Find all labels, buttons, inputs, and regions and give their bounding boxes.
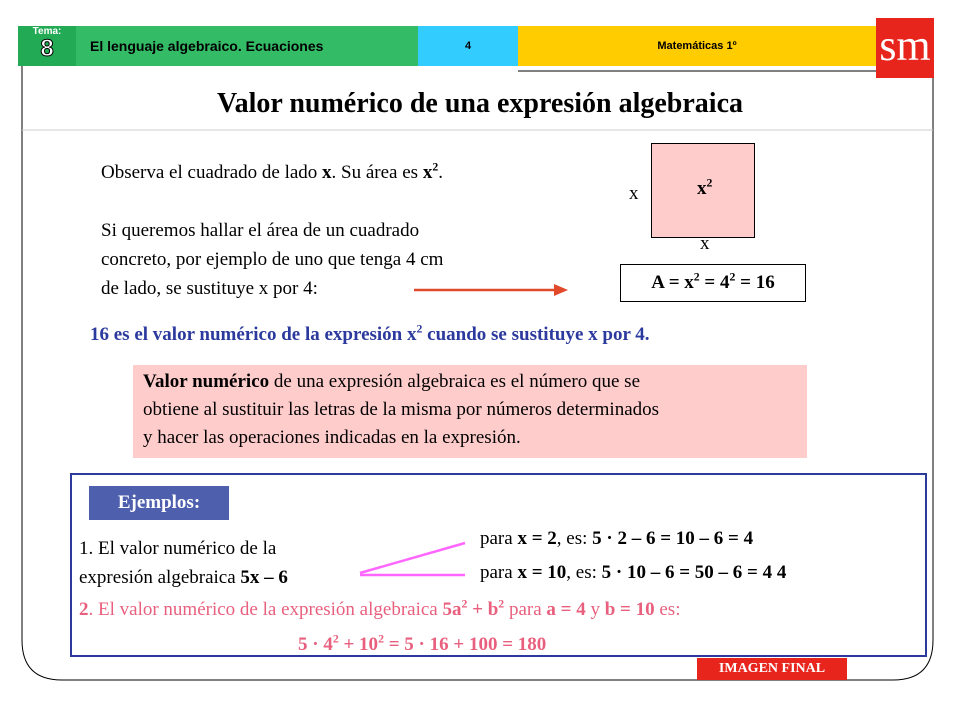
formula-part: A = x (651, 272, 694, 293)
intro-para-line: Si queremos hallar el área de un cuadrado (101, 220, 420, 241)
square-left-label: x (629, 183, 639, 204)
case-text: para (480, 562, 518, 583)
definition-term: Valor numérico (143, 371, 270, 392)
example2-text: y (585, 599, 605, 620)
example2-number: 2 (79, 599, 89, 620)
formula-exp: 2 (693, 270, 700, 284)
example1-text: expresión algebraica (79, 567, 241, 588)
definition-box (133, 365, 807, 458)
example1-expression: 5x – 6 (240, 567, 288, 588)
branch-lines (355, 535, 475, 585)
intro-para-line: concreto, por ejemplo de uno que tenga 4 cm (101, 249, 444, 270)
intro-text: . Su área es (331, 162, 423, 183)
example1-case1 (480, 528, 753, 550)
unit-title: El lenguaje algebraico. Ecuaciones (76, 26, 418, 66)
page-number: 4 (418, 26, 518, 66)
final-image-button[interactable]: IMAGEN FINAL (697, 658, 847, 680)
example2-text: . El valor numérico de la expresión algebraica (88, 599, 443, 620)
case-text: , es: (556, 528, 593, 549)
example2-exp: 2 (461, 597, 468, 611)
case-text: para (480, 528, 518, 549)
page-title: Valor numérico de una expresión algebraica (216, 88, 744, 119)
example1-statement (79, 534, 288, 592)
tema-badge (18, 26, 76, 66)
intro-line1 (101, 158, 443, 187)
result-exp: 2 (332, 632, 339, 646)
sm-logo: sm (876, 18, 934, 78)
example1-line: 1. El valor numérico de la (79, 538, 277, 559)
intro-text: . (438, 162, 443, 183)
sentence-exp: 2 (416, 322, 423, 336)
definition-line: obtiene al sustituir las letras de la misma por números determinados (143, 399, 660, 420)
example2-result (298, 634, 546, 656)
case-value: x = 2 (517, 528, 557, 549)
case-value: x = 10 (517, 562, 567, 583)
square-area-base: x (697, 178, 707, 199)
example2-exp: 2 (498, 597, 505, 611)
sentence-part: 16 es el valor numérico de la expresión x (90, 324, 417, 345)
formula-exp: 2 (729, 270, 736, 284)
arrow-right-icon (410, 280, 570, 300)
area-formula (620, 264, 806, 302)
result-exp: 2 (378, 632, 384, 646)
intro-paragraph (101, 216, 443, 303)
example2-text: es: (654, 599, 681, 620)
intro-para-line: de lado, se sustituye x por 4: (101, 278, 318, 299)
definition-line: y hacer las operaciones indicadas en la expresión. (143, 427, 521, 448)
result-part: 5 · 4 (298, 634, 333, 655)
subject-label: Matemáticas 1º (518, 26, 876, 66)
square-area-exp: 2 (706, 176, 713, 190)
square-area-label (697, 178, 712, 200)
example1-line (79, 563, 288, 592)
intro-var: x (322, 162, 332, 183)
example2-expr: + b (467, 599, 499, 620)
intro-exponent: 2 (432, 160, 439, 174)
example2-value: a = 4 (546, 599, 586, 620)
intro-var: x (422, 162, 433, 183)
case-text: , es: (566, 562, 602, 583)
numeric-value-sentence (90, 324, 890, 346)
example2-text: para (504, 599, 547, 620)
examples-tab: Ejemplos: (89, 486, 229, 520)
sentence-part: cuando se sustituye x por 4. (422, 324, 650, 345)
example1-case2 (480, 562, 786, 584)
result-part: = 5 · 16 + 100 = 180 (383, 634, 547, 655)
case-result: 5 · 2 – 6 = 10 – 6 = 4 (592, 528, 754, 549)
case-result: 5 · 10 – 6 = 50 – 6 = 4 4 (601, 562, 787, 583)
example2-statement (79, 599, 680, 621)
square-bottom-label: x (700, 233, 710, 254)
intro-text: Observa el cuadrado de lado (101, 162, 323, 183)
example2-value: b = 10 (604, 599, 655, 620)
tema-number: 8 (40, 35, 54, 62)
formula-part: = 4 (699, 272, 730, 293)
formula-part: = 16 (735, 272, 775, 293)
result-part: + 10 (338, 634, 379, 655)
example2-expr: 5a (442, 599, 462, 620)
definition-text: de una expresión algebraica es el número que se (269, 371, 641, 392)
tema-label: Tema: (32, 26, 62, 37)
definition-line (143, 368, 797, 396)
